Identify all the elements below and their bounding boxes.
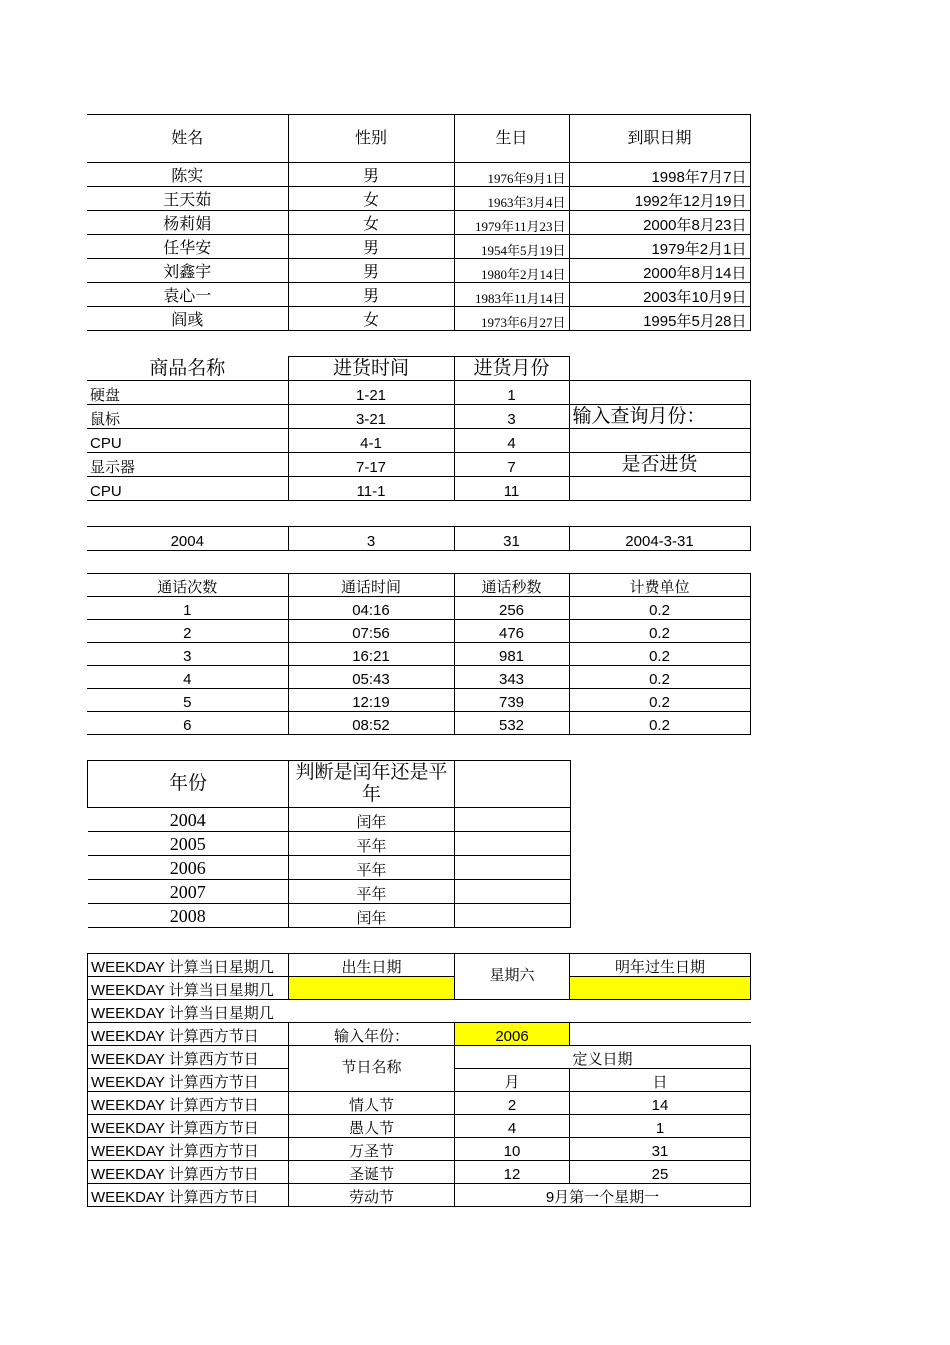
employee-gender: 男 [288, 259, 454, 283]
header-billing-unit: 计费单位 [569, 574, 750, 597]
input-year-label: 输入年份： [289, 1023, 455, 1046]
goods-name: 鼠标 [87, 405, 288, 429]
billing-unit: 0.2 [569, 643, 750, 666]
employee-name: 王天茹 [87, 187, 288, 211]
labor-day-rule: 9月第一个星期一 [455, 1184, 751, 1207]
table-row [87, 187, 750, 211]
employee-gender: 女 [288, 307, 454, 331]
leap-result: 平年 [289, 880, 455, 904]
table-row [87, 163, 750, 187]
festival-day: 14 [570, 1092, 751, 1115]
header-call-count: 通话次数 [87, 574, 288, 597]
weekday-label: WEEKDAY 计算当日星期几 [88, 977, 289, 1000]
header-call-seconds: 通话秒数 [454, 574, 569, 597]
call-table [87, 573, 751, 735]
festival-name: 愚人节 [289, 1115, 455, 1138]
empty-cell [455, 856, 571, 880]
query-month-label: 输入查询月份： [569, 405, 750, 429]
call-time: 05:43 [288, 666, 454, 689]
table-row [88, 977, 751, 1000]
table-row [87, 527, 750, 551]
goods-month: 11 [454, 477, 569, 501]
employee-gender: 女 [288, 187, 454, 211]
goods-name: 显示器 [87, 453, 288, 477]
employee-birthday: 1979年11月23日 [454, 211, 569, 235]
billing-unit: 0.2 [569, 620, 750, 643]
employee-birthday: 1983年11月14日 [454, 283, 569, 307]
call-seconds: 739 [454, 689, 569, 712]
employee-gender: 男 [288, 235, 454, 259]
define-date-header: 定义日期 [455, 1046, 751, 1069]
leap-result: 平年 [289, 832, 455, 856]
leap-year: 2005 [88, 832, 289, 856]
goods-name: CPU [87, 429, 288, 453]
festival-label: WEEKDAY 计算西方节日 [88, 1138, 289, 1161]
employee-name: 陈实 [87, 163, 288, 187]
leap-result: 闰年 [289, 808, 455, 832]
table-row [87, 307, 750, 331]
employee-name: 刘鑫宇 [87, 259, 288, 283]
table-header-row [87, 574, 750, 597]
employee-name: 袁心一 [87, 283, 288, 307]
table-row [87, 405, 750, 429]
leap-year: 2008 [88, 904, 289, 928]
festival-month: 4 [455, 1115, 570, 1138]
employee-birthday: 1973年6月27日 [454, 307, 569, 331]
leap-year: 2006 [88, 856, 289, 880]
header-gender: 性别 [288, 115, 454, 163]
festival-label: WEEKDAY 计算西方节日 [88, 1046, 289, 1069]
goods-time: 1-21 [288, 381, 454, 405]
next-birthday-input[interactable] [570, 977, 751, 1000]
empty-cell [455, 808, 571, 832]
call-time: 16:21 [288, 643, 454, 666]
employee-name: 阎彧 [87, 307, 288, 331]
table-row [87, 381, 750, 405]
festival-label: WEEKDAY 计算西方节日 [88, 1115, 289, 1138]
employee-birthday: 1954年5月19日 [454, 235, 569, 259]
empty-cell [455, 904, 571, 928]
employee-table [87, 114, 751, 331]
goods-month: 1 [454, 381, 569, 405]
table-row [87, 712, 750, 735]
employee-hire-date: 1992年12月19日 [569, 187, 750, 211]
table-row [87, 259, 750, 283]
employee-birthday: 1963年3月4日 [454, 187, 569, 211]
leap-year-table [87, 760, 571, 928]
next-birthday-label: 明年过生日期 [570, 954, 751, 977]
table-row [88, 954, 751, 977]
header-purchase-month: 进货月份 [454, 357, 569, 381]
employee-gender: 男 [288, 163, 454, 187]
weekday-table [87, 953, 751, 1207]
call-count: 2 [87, 620, 288, 643]
employee-hire-date: 2000年8月14日 [569, 259, 750, 283]
table-header-row [87, 115, 750, 163]
table-row [87, 283, 750, 307]
billing-unit: 0.2 [569, 689, 750, 712]
goods-time: 4-1 [288, 429, 454, 453]
festival-label: WEEKDAY 计算西方节日 [88, 1069, 289, 1092]
festival-name: 劳动节 [289, 1184, 455, 1207]
call-seconds: 256 [454, 597, 569, 620]
purchase-result-value [569, 477, 750, 501]
employee-birthday: 1976年9月1日 [454, 163, 569, 187]
table-row [87, 211, 750, 235]
festival-label: WEEKDAY 计算西方节日 [88, 1023, 289, 1046]
goods-time: 11-1 [288, 477, 454, 501]
table-row [87, 477, 750, 501]
festival-name-header: 节日名称 [289, 1046, 455, 1092]
empty-cell [569, 381, 750, 405]
leap-year: 2007 [88, 880, 289, 904]
leap-year: 2004 [88, 808, 289, 832]
header-year: 年份 [88, 761, 289, 808]
employee-hire-date: 1979年2月1日 [569, 235, 750, 259]
employee-name: 杨莉娟 [87, 211, 288, 235]
table-row [88, 1092, 751, 1115]
header-leap-judge: 判断是闰年还是平年 [289, 761, 455, 808]
table-row [88, 1184, 751, 1207]
festival-name: 情人节 [289, 1092, 455, 1115]
call-seconds: 981 [454, 643, 569, 666]
weekday-label: WEEKDAY 计算当日星期几 [88, 1000, 289, 1023]
empty-cell [289, 1000, 751, 1023]
goods-name: CPU [87, 477, 288, 501]
empty-cell [570, 1023, 751, 1046]
table-row [88, 808, 571, 832]
goods-time: 7-17 [288, 453, 454, 477]
call-seconds: 476 [454, 620, 569, 643]
festival-day: 25 [570, 1161, 751, 1184]
employee-hire-date: 2000年8月23日 [569, 211, 750, 235]
employee-gender: 男 [288, 283, 454, 307]
call-seconds: 343 [454, 666, 569, 689]
table-row [88, 880, 571, 904]
goods-month: 3 [454, 405, 569, 429]
weekday-label: WEEKDAY 计算当日星期几 [88, 954, 289, 977]
festival-month: 2 [455, 1092, 570, 1115]
goods-name: 硬盘 [87, 381, 288, 405]
table-row [87, 235, 750, 259]
festival-day: 1 [570, 1115, 751, 1138]
table-row [88, 1138, 751, 1161]
call-count: 6 [87, 712, 288, 735]
billing-unit: 0.2 [569, 597, 750, 620]
table-row [88, 1115, 751, 1138]
header-birthday: 生日 [454, 115, 569, 163]
employee-hire-date: 1995年5月28日 [569, 307, 750, 331]
table-row [87, 429, 750, 453]
table-row [88, 904, 571, 928]
table-row [87, 620, 750, 643]
table-row [87, 689, 750, 712]
date-year: 2004 [87, 527, 288, 551]
purchase-result-label: 是否进货 [569, 453, 750, 477]
call-time: 12:19 [288, 689, 454, 712]
call-count: 1 [87, 597, 288, 620]
leap-result: 闰年 [289, 904, 455, 928]
table-row [87, 597, 750, 620]
day-header: 日 [570, 1069, 751, 1092]
leap-result: 平年 [289, 856, 455, 880]
header-name: 姓名 [87, 115, 288, 163]
call-count: 5 [87, 689, 288, 712]
date-table [87, 526, 751, 551]
date-day: 31 [454, 527, 569, 551]
empty-cell [455, 880, 571, 904]
birth-date-label: 出生日期 [289, 954, 455, 977]
table-row [88, 1023, 751, 1046]
table-row [87, 453, 750, 477]
festival-name: 圣诞节 [289, 1161, 455, 1184]
header-call-time: 通话时间 [288, 574, 454, 597]
call-count: 3 [87, 643, 288, 666]
table-row [88, 832, 571, 856]
table-row [88, 1000, 751, 1023]
empty-cell [455, 832, 571, 856]
goods-month: 7 [454, 453, 569, 477]
call-time: 04:16 [288, 597, 454, 620]
table-header-row [88, 761, 571, 808]
festival-day: 31 [570, 1138, 751, 1161]
call-count: 4 [87, 666, 288, 689]
header-purchase-time: 进货时间 [288, 357, 454, 381]
query-month-input[interactable] [569, 429, 750, 453]
goods-month: 4 [454, 429, 569, 453]
input-year-field[interactable]: 2006 [455, 1023, 570, 1046]
table-row [87, 666, 750, 689]
call-seconds: 532 [454, 712, 569, 735]
festival-name: 万圣节 [289, 1138, 455, 1161]
festival-label: WEEKDAY 计算西方节日 [88, 1092, 289, 1115]
empty-cell [455, 761, 571, 808]
call-time: 08:52 [288, 712, 454, 735]
table-row [87, 643, 750, 666]
table-row [88, 1046, 751, 1069]
month-header: 月 [455, 1069, 570, 1092]
empty-cell [569, 357, 750, 381]
billing-unit: 0.2 [569, 712, 750, 735]
goods-table [87, 356, 751, 501]
header-hire-date: 到职日期 [569, 115, 750, 163]
table-header-row [87, 357, 750, 381]
employee-hire-date: 2003年10月9日 [569, 283, 750, 307]
table-row [88, 856, 571, 880]
employee-birthday: 1980年2月14日 [454, 259, 569, 283]
table-row [88, 1161, 751, 1184]
festival-month: 12 [455, 1161, 570, 1184]
festival-month: 10 [455, 1138, 570, 1161]
festival-label: WEEKDAY 计算西方节日 [88, 1184, 289, 1207]
date-month: 3 [288, 527, 454, 551]
billing-unit: 0.2 [569, 666, 750, 689]
employee-gender: 女 [288, 211, 454, 235]
weekday-result: 星期六 [455, 954, 570, 1000]
header-goods-name: 商品名称 [87, 357, 288, 381]
festival-label: WEEKDAY 计算西方节日 [88, 1161, 289, 1184]
date-combined: 2004-3-31 [569, 527, 750, 551]
birth-date-input[interactable] [289, 977, 455, 1000]
call-time: 07:56 [288, 620, 454, 643]
employee-hire-date: 1998年7月7日 [569, 163, 750, 187]
goods-time: 3-21 [288, 405, 454, 429]
employee-name: 任华安 [87, 235, 288, 259]
